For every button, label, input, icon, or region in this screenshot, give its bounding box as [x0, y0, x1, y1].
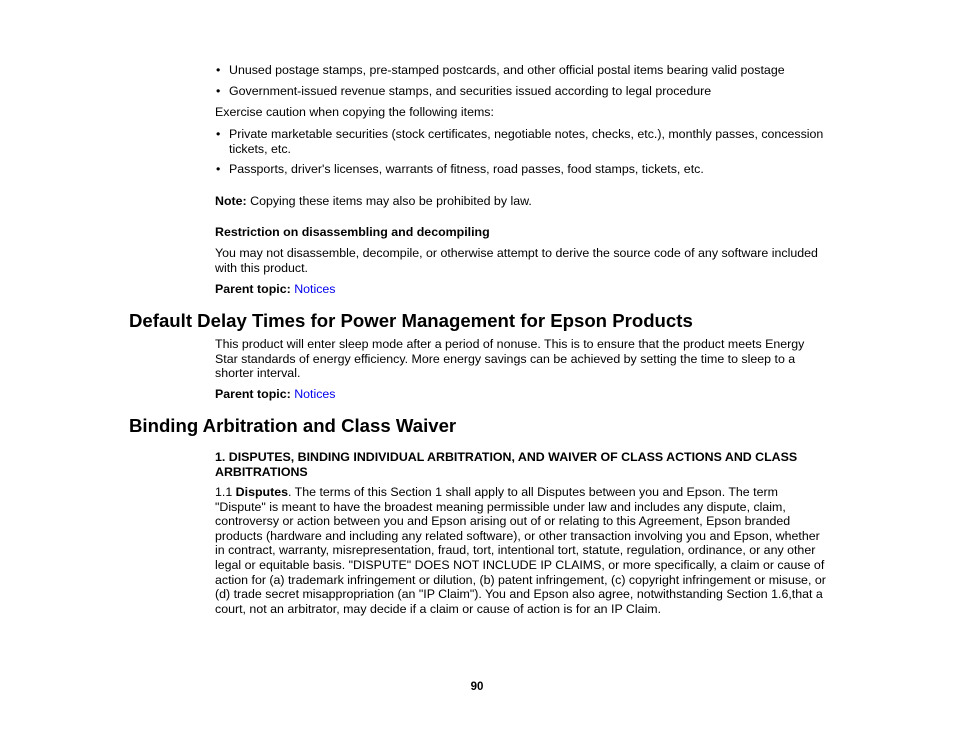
caution-items-list	[215, 127, 827, 156]
prohibited-items-list-2	[215, 84, 827, 99]
delay-text: This product will enter sleep mode after a period of nonuse. This is to ensure that the product meets Energy Star standards of energy efficiency. More energy savings can be achieved by setting the time to sleep to a shorter interval.	[215, 337, 805, 381]
parent-topic-2: Parent topic: Notices	[215, 387, 336, 401]
prohibited-items-list	[215, 63, 827, 78]
restriction-heading: Restriction on disassembling and decompiling	[215, 225, 490, 239]
section-title-binding: Binding Arbitration and Class Waiver	[129, 415, 457, 436]
list-item: • Unused postage stamps, pre-stamped postcards, and other official postal items bearing valid postage	[216, 63, 785, 77]
note	[215, 194, 827, 209]
restriction-text: You may not disassemble, decompile, or otherwise attempt to derive the source code of any software included with this product.	[215, 246, 818, 275]
notices-link[interactable]: Notices	[294, 387, 336, 401]
list-item: • Government-issued revenue stamps, and securities issued according to legal procedure	[216, 84, 712, 98]
note-text: Copying these items may also be prohibited by law.	[246, 194, 532, 208]
caution-items-list-2	[215, 162, 827, 177]
parent-topic-1: Parent topic: Notices	[215, 282, 336, 296]
disputes-paragraph: 1.1 Disputes. The terms of this Section 1 shall apply to all Disputes between you and Epson. The term "Dispute" is meant to have the broadest meaning permissible under law and includes any dispute, claim, controversy or action between you and Epson arising out of or relating to this Agreement, Epson branded products (hardware and including any related software), or other transaction involving you and Epson, whether in contract, warranty, misrepresentation, fraud, tort, intentional tort, statute, regulation, ordinance, or any other legal or equitable basis. "DISPUTE" DOES NOT INCLUDE IP CLAIMS, or more specifically, a claim or cause of action for (a) trademark infringement or dilution, (b) patent infringement, (c) copyright infringement or misuse, or (d) trade secret misappropriation (an "IP Claim"). You and Epson also agree, notwithstanding Section 1.6,that a court, not an arbitrator, may decide if a claim or cause of action is for an IP Claim.	[215, 485, 826, 616]
notices-link[interactable]: Notices	[294, 282, 336, 296]
note-label: Note:	[215, 194, 247, 208]
section-title-delay: Default Delay Times for Power Management for Epson Products	[129, 310, 693, 331]
disputes-subheading: 1. DISPUTES, BINDING INDIVIDUAL ARBITRATION, AND WAIVER OF CLASS ACTIONS AND CLASS ARBITRATIONS	[215, 450, 798, 479]
page-number: 90	[470, 681, 484, 693]
list-item: • Passports, driver's licenses, warrants of fitness, road passes, food stamps, tickets, etc.	[216, 162, 704, 176]
list-item: • Private marketable securities (stock certificates, negotiable notes, checks, etc.), monthly passes, concession tickets, etc.	[216, 127, 824, 156]
caution-intro: Exercise caution when copying the following items:	[215, 105, 494, 119]
